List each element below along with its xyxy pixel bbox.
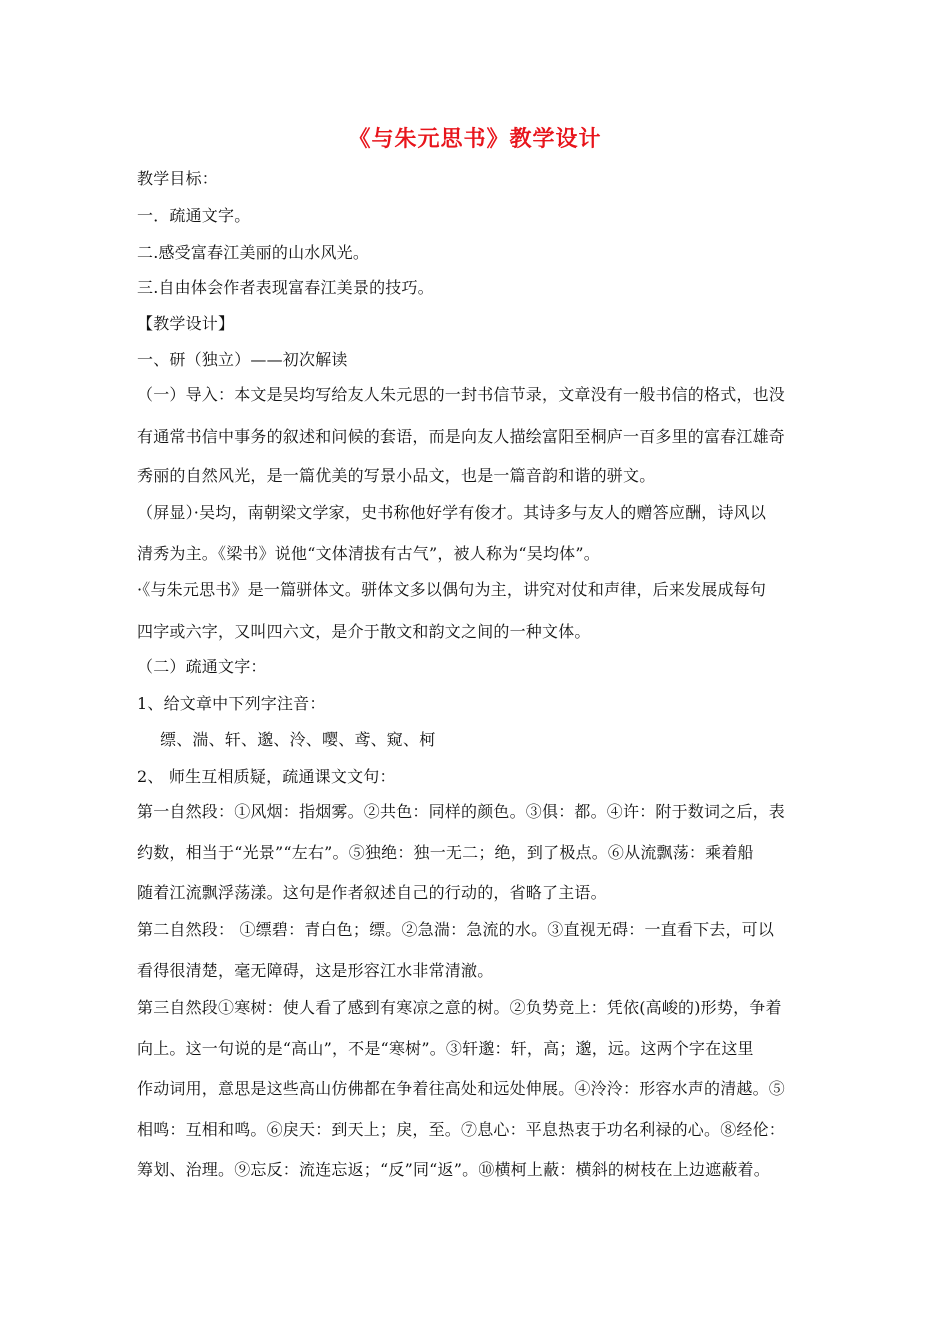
text-line: 向上。这一句说的是“高山”，不是“寒树”。③轩邈：轩，高；邈，远。这两个字在这里 (137, 1039, 754, 1058)
text-line: 筹划、治理。⑨忘反：流连忘返；“反”同“返”。⑩横柯上蔽：横斜的树枝在上边遮蔽着。 (137, 1160, 770, 1179)
text-line: 清秀为主。《梁书》说他“文体清拔有古气”，被人称为“吴均体”。 (137, 544, 600, 563)
document-title: 《与朱元思书》教学设计 (348, 126, 602, 152)
text-line: 秀丽的自然风光，是一篇优美的写景小品文，也是一篇音韵和谐的骈文。 (137, 466, 656, 485)
text-line: 作动词用，意思是这些高山仿佛都在争着往高处和远处伸展。④泠泠：形容水声的清越。⑤ (137, 1079, 786, 1098)
text-line: ·《与朱元思书》是一篇骈体文。骈体文多以偶句为主，讲究对仗和声律，后来发展成每句 (137, 580, 767, 599)
text-line: 第三自然段①寒树：使人看了感到有寒凉之意的树。②负势竞上：凭依(高峻的)形势，争着 (137, 998, 782, 1017)
text-line: 三.自由体会作者表现富春江美景的技巧。 (137, 278, 434, 297)
text-line: 随着江流飘浮荡漾。这句是作者叙述自己的行动的，省略了主语。 (137, 883, 607, 902)
section-heading: 【教学设计】 (137, 314, 235, 333)
text-line: 一．疏通文字。 (137, 206, 251, 225)
text-line: 第二自然段： ①缥碧：青白色；缥。②急湍：急流的水。③直视无碍：一直看下去，可以 (137, 920, 775, 939)
text-line: 四字或六字，又叫四六文，是介于散文和韵文之间的一种文体。 (137, 622, 591, 641)
text-line: （屏显）·吴均，南朝梁文学家，史书称他好学有俊才。其诗多与友人的赠答应酬，诗风以 (137, 503, 767, 522)
text-line: 看得很清楚，毫无障碍，这是形容江水非常清澈。 (137, 961, 494, 980)
text-line: 约数，相当于“光景”“左右”。⑤独绝：独一无二；绝，到了极点。⑥从流飘荡：乘着船 (137, 843, 754, 862)
text-line: 一、研（独立）——初次解读 (137, 350, 348, 369)
text-line: 1、给文章中下列字注音： (137, 694, 326, 713)
text-line: 相鸣：互相和鸣。⑥戾天：到天上；戾，至。⑦息心：平息热衷于功名利禄的心。⑧经伦： (137, 1120, 786, 1139)
text-line: （一）导入：本文是吴均写给友人朱元思的一封书信节录，文章没有一般书信的格式，也没 (137, 385, 786, 404)
text-line: 2、 师生互相质疑，疏通课文文句： (137, 767, 396, 786)
text-line: 第一自然段：①风烟：指烟雾。②共色：同样的颜色。③俱：都。④许：附于数词之后，表 (137, 802, 786, 821)
text-line: 教学目标： (137, 169, 219, 188)
text-line: 缥、湍、轩、邈、泠、嘤、鸢、窥、柯 (160, 730, 436, 749)
text-line: 二.感受富春江美丽的山水风光。 (137, 243, 370, 262)
text-line: （二）疏通文字： (137, 657, 267, 676)
text-line: 有通常书信中事务的叙述和问候的套语，而是向友人描绘富阳至桐庐一百多里的富春江雄奇 (137, 427, 786, 446)
